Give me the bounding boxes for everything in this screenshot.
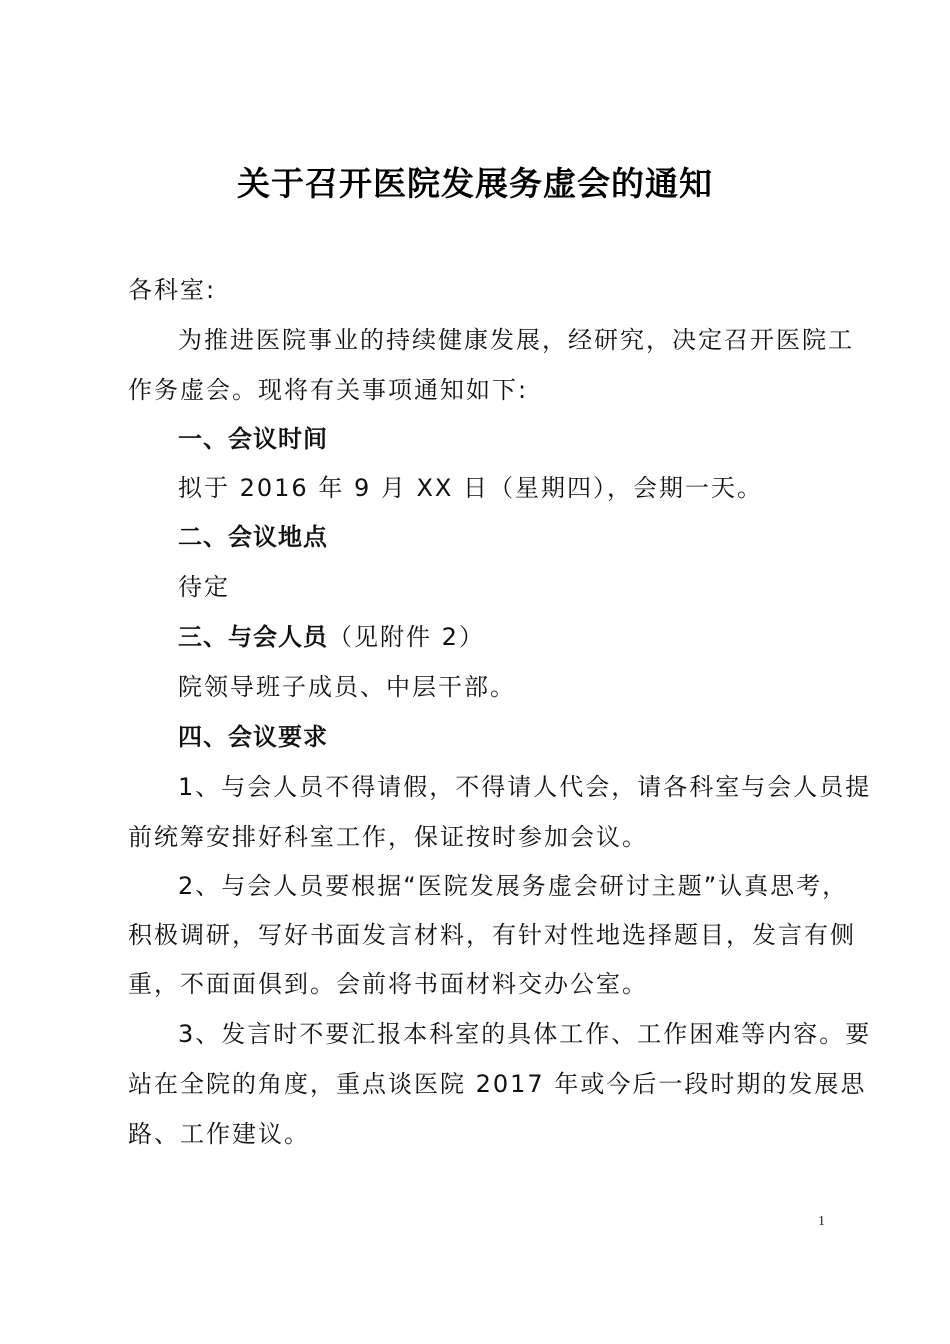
intro-line-2: 作务虚会。现将有关事项通知如下:: [128, 376, 529, 404]
attendees-annex-note: （见附件 2）: [328, 623, 485, 651]
requirement-item-3-line-2: 站在全院的角度，重点谈医院 2017 年或今后一段时期的发展思: [128, 1070, 867, 1098]
section-heading-time: 一、会议时间: [178, 425, 328, 453]
section-heading-attendees: [178, 617, 485, 652]
document-title: 关于召开医院发展务虚会的通知: [237, 164, 713, 203]
requirement-item-3-line-3: 路、工作建议。: [128, 1120, 310, 1148]
section-content-place: 待定: [178, 573, 230, 601]
requirement-item-1-line-2: 前统筹安排好科室工作，保证按时参加会议。: [128, 823, 648, 851]
section-heading-requirements: 四、会议要求: [178, 723, 328, 751]
requirement-item-2-line-2: 积极调研，写好书面发言材料，有针对性地选择题目，发言有侧: [128, 921, 856, 949]
section-content-time: 拟于 2016 年 9 月 XX 日（星期四），会期一天。: [178, 474, 764, 502]
attendees-heading-text: 三、与会人员: [178, 623, 328, 651]
page-number: 1: [818, 1214, 825, 1229]
intro-line-1: 为推进医院事业的持续健康发展，经研究，决定召开医院工: [178, 326, 854, 354]
requirement-item-1-line-1: 1、与会人员不得请假，不得请人代会，请各科室与会人员提: [178, 773, 872, 801]
section-content-attendees: 院领导班子成员、中层干部。: [178, 673, 516, 701]
salutation: 各科室:: [128, 276, 217, 304]
requirement-item-2-line-1: 2、与会人员要根据“医院发展务虚会研讨主题”认真思考，: [178, 872, 849, 900]
requirement-item-3-line-1: 3、发言时不要汇报本科室的具体工作、工作困难等内容。要: [178, 1020, 872, 1048]
requirement-item-2-line-3: 重，不面面俱到。会前将书面材料交办公室。: [128, 970, 648, 998]
section-heading-place: 二、会议地点: [178, 523, 328, 551]
